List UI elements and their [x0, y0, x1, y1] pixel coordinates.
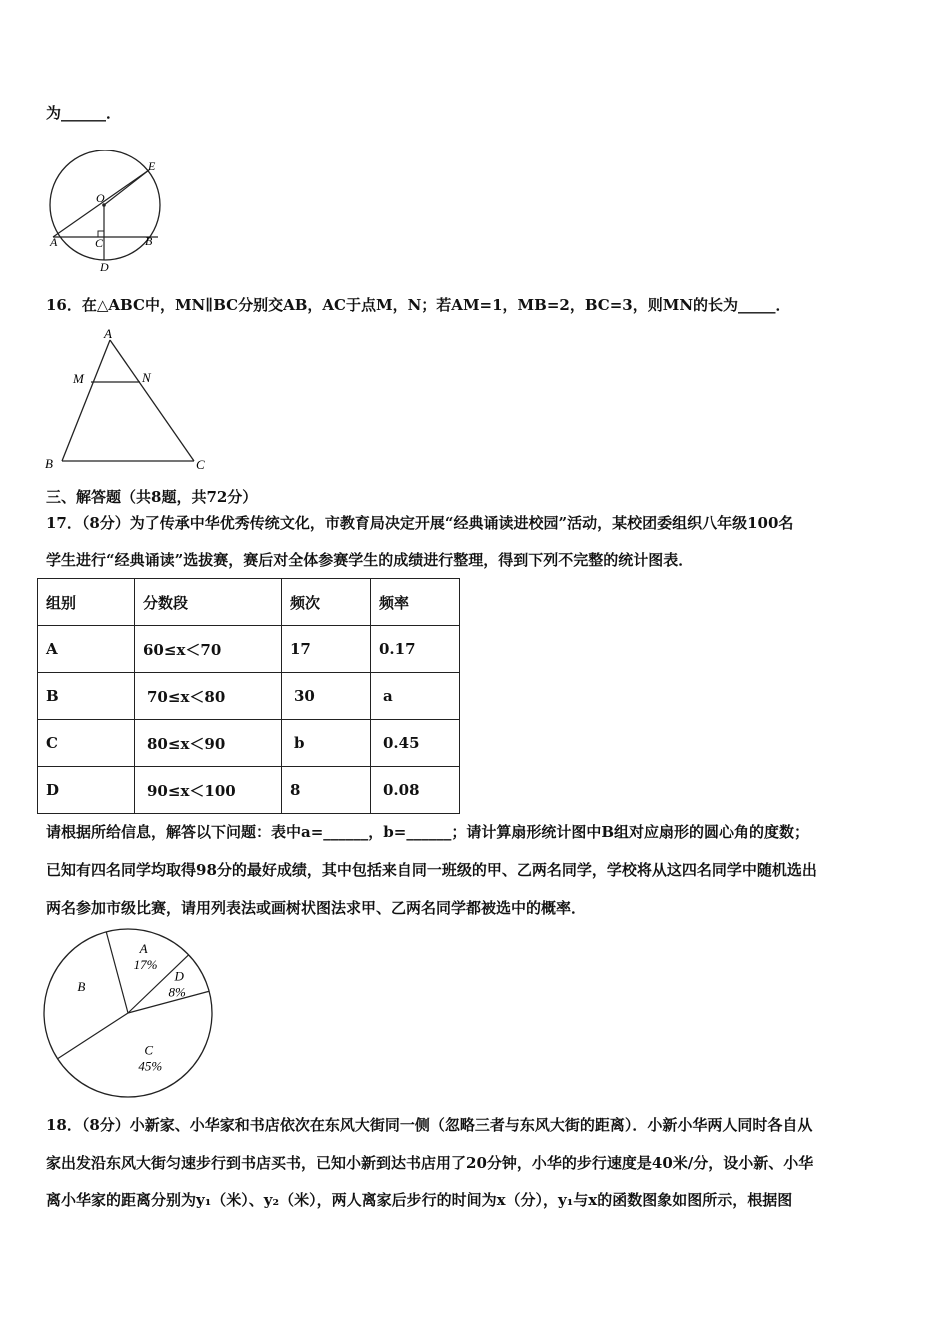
table-row — [38, 767, 460, 814]
table-cell: 0.45 — [371, 720, 460, 767]
q17-line-5: 两名参加市级比赛，请用列表法或画树状图法求甲、乙两名同学都被选中的概率． — [46, 899, 587, 917]
side-ab — [62, 340, 110, 461]
q15-answer-blank: 为______． — [46, 104, 122, 122]
label-e: E — [148, 159, 156, 173]
pie-boundary-b — [58, 1013, 128, 1059]
q18-line-1: 18．（8分）小新家、小华家和书店依次在东风大街同一侧（忽略三者与东风大街的距离）．小新小华两人同时各自从 — [46, 1116, 813, 1134]
label-b: B — [45, 456, 53, 471]
triangle-figure — [40, 322, 220, 474]
table-cell: b — [282, 720, 371, 767]
label-d: D — [100, 260, 109, 274]
table-cell: B — [38, 673, 135, 720]
header-cell: 频次 — [282, 579, 371, 626]
frequency-table — [37, 578, 460, 814]
table-cell: 8 — [282, 767, 371, 814]
table-cell: 0.08 — [371, 767, 460, 814]
header-cell: 分数段 — [135, 579, 282, 626]
table-row — [38, 673, 460, 720]
label-a: A — [104, 326, 112, 341]
table-cell: 0.17 — [371, 626, 460, 673]
pie-percent-d: 8% — [168, 984, 186, 1000]
pie-percent-a: 17% — [133, 957, 158, 973]
q16-text: 16．在△ABC中，MN∥BC分别交AB，AC于点M，N；若AM=1，MB=2，BC=3，则MN的长为_____． — [46, 296, 791, 314]
q18-line-2: 家出发沿东风大街匀速步行到书店买书，已知小新到达书店用了20分钟，小华的步行速度是40米/分，设小新、小华 — [46, 1154, 814, 1172]
table-cell: C — [38, 720, 135, 767]
q17-line-1: 17．（8分）为了传承中华优秀传统文化，市教育局决定开展“经典诵读进校园”活动，某校团委组织八年级100名 — [46, 514, 794, 532]
table-header-row — [38, 579, 460, 626]
label-o: O — [96, 191, 105, 205]
table-cell: 70≤x＜80 — [135, 673, 282, 720]
table-cell: A — [38, 626, 135, 673]
label-b: B — [145, 234, 153, 248]
q17-line-4: 已知有四名同学均取得98分的最好成绩，其中包括来自同一班级的甲、乙两名同学，学校将从这四名同学中随机选出 — [46, 861, 817, 879]
header-cell: 组别 — [38, 579, 135, 626]
q18-line-3: 离小华家的距离分别为y₁（米）、y₂（米），两人离家后步行的时间为x（分），y₁与x的函数图象如图所示，根据图 — [46, 1191, 793, 1209]
table-cell: 80≤x＜90 — [135, 720, 282, 767]
pie-label-d: D — [174, 968, 184, 984]
pie-label-b: B — [77, 979, 86, 995]
side-ac — [110, 340, 194, 461]
table-cell: 60≤x＜70 — [135, 626, 282, 673]
table-cell: 17 — [282, 626, 371, 673]
label-c: C — [95, 236, 104, 250]
table-cell: D — [38, 767, 135, 814]
label-n: N — [142, 370, 151, 385]
pie-percent-c: 45% — [138, 1058, 163, 1074]
pie-label-c: C — [144, 1042, 154, 1058]
circle-figure — [40, 150, 170, 280]
label-c: C — [196, 457, 205, 472]
radius-oe — [104, 170, 149, 205]
table-row — [38, 720, 460, 767]
q17-line-3: 请根据所给信息，解答以下问题：表中a=______，b=______；请计算扇形统计图中B组对应扇形的圆心角的度数； — [46, 823, 810, 841]
pie-boundary-a — [106, 932, 128, 1013]
label-a: A — [50, 235, 58, 249]
q17-line-2: 学生进行“经典诵读”选拔赛，赛后对全体参赛学生的成绩进行整理，得到下列不完整的统计图表． — [46, 551, 694, 569]
pie-chart — [40, 925, 220, 1100]
table-cell: 90≤x＜100 — [135, 767, 282, 814]
header-cell: 频率 — [371, 579, 460, 626]
table-cell: a — [371, 673, 460, 720]
table-cell: 30 — [282, 673, 371, 720]
section-title: 三、解答题（共8题，共72分） — [46, 488, 258, 506]
pie-label-a: A — [139, 941, 148, 957]
label-m: M — [73, 371, 84, 386]
table-row — [38, 626, 460, 673]
